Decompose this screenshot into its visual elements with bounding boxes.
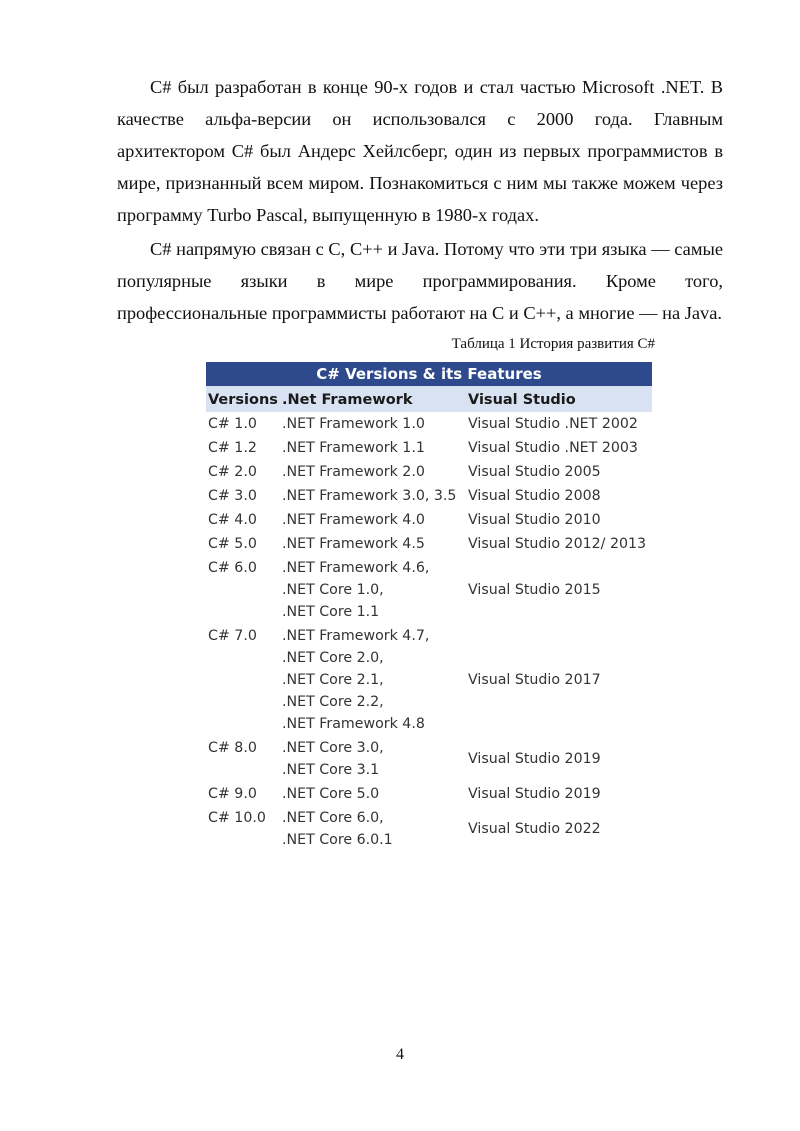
table-row [206,436,652,460]
framework-line: .NET Core 2.2, [282,694,384,710]
cell-visual-studio: Visual Studio 2012/ 2013 [468,536,647,552]
cell-framework [280,533,466,555]
cell-framework [280,461,466,483]
cell-visual-studio: Visual Studio 2019 [468,751,601,767]
table-row [206,508,652,532]
cell-visual-studio: Visual Studio 2015 [468,582,601,598]
cell-visual-studio: Visual Studio 2022 [468,821,601,837]
table-body [206,412,652,852]
framework-line: .NET Framework 1.0 [282,416,425,432]
cell-version: C# 1.2 [208,440,257,456]
framework-line: .NET Framework 4.7, [282,628,430,644]
cell-version: C# 8.0 [208,740,257,756]
cell-framework [280,625,466,735]
framework-line: .NET Core 3.1 [282,762,380,778]
cell-version: C# 6.0 [208,560,257,576]
table-row [206,484,652,508]
framework-line: .NET Core 2.1, [282,672,384,688]
table-header-row [206,388,652,412]
cell-version: C# 9.0 [208,786,257,802]
cell-visual-studio: Visual Studio .NET 2002 [468,416,638,432]
paragraph-line: C# был разработан в конце 90-х годов и стал частью Microsoft .NET. В [150,77,723,97]
framework-line: .NET Framework 1.1 [282,440,425,456]
page-number: 4 [396,1046,404,1063]
cell-framework [280,485,466,507]
paragraph-line: мире, признанный всем миром. Познакомиться с ним мы также можем через [117,173,723,193]
framework-line: .NET Framework 4.6, [282,560,430,576]
framework-line: .NET Core 1.1 [282,604,380,620]
cell-visual-studio: Visual Studio 2008 [468,488,601,504]
table-row [206,624,652,736]
cell-visual-studio: Visual Studio 2017 [468,672,601,688]
framework-line: .NET Core 3.0, [282,740,384,756]
header-framework: .Net Framework [282,392,413,408]
cell-version: C# 1.0 [208,416,257,432]
paragraph-csharp-history [117,71,723,231]
cell-framework [280,413,466,435]
paragraph-line: архитектором C# был Андерс Хейлсберг, один из первых программистов в [117,141,723,161]
framework-line: .NET Framework 4.8 [282,716,425,732]
table-caption: Таблица 1 История развития C# [451,336,655,352]
cell-visual-studio: Visual Studio 2010 [468,512,601,528]
paragraph-csharp-relations [117,233,723,329]
cell-visual-studio: Visual Studio .NET 2003 [468,440,638,456]
table-row [206,556,652,624]
versions-table [206,362,652,852]
table-row [206,532,652,556]
cell-version: C# 7.0 [208,628,257,644]
framework-line: .NET Core 5.0 [282,786,380,802]
table-row [206,412,652,436]
cell-version: C# 2.0 [208,464,257,480]
framework-line: .NET Core 6.0.1 [282,832,393,848]
cell-framework [280,737,466,781]
paragraph-line: программу Turbo Pascal, выпущенную в 1980-х годах. [117,205,539,225]
cell-visual-studio: Visual Studio 2019 [468,786,601,802]
table-row [206,782,652,806]
cell-framework [280,509,466,531]
framework-line: .NET Framework 3.0, 3.5 [282,488,457,504]
framework-line: .NET Core 2.0, [282,650,384,666]
framework-line: .NET Framework 2.0 [282,464,425,480]
table-row [206,806,652,852]
framework-line: .NET Core 1.0, [282,582,384,598]
table-row [206,460,652,484]
framework-line: .NET Core 6.0, [282,810,384,826]
table-row [206,736,652,782]
cell-framework [280,437,466,459]
cell-version: C# 3.0 [208,488,257,504]
cell-framework [280,557,466,623]
paragraph-line: качестве альфа-версии он использовался с 2000 года. Главным [117,109,723,129]
paragraph-line: популярные языки в мире программирования. Кроме того, [117,271,723,291]
paragraph-line: C# напрямую связан с C, C++ и Java. Потому что эти три языка — самые [150,239,723,259]
cell-visual-studio: Visual Studio 2005 [468,464,601,480]
cell-framework [280,783,466,805]
header-versions: Versions [208,392,278,408]
table-title: C# Versions & its Features [206,362,652,388]
cell-framework [280,807,466,851]
header-visual-studio: Visual Studio [468,392,576,408]
cell-version: C# 10.0 [208,810,266,826]
paragraph-line: профессиональные программисты работают на C и C++, а многие — на Java. [117,303,723,323]
framework-line: .NET Framework 4.5 [282,536,425,552]
cell-version: C# 5.0 [208,536,257,552]
framework-line: .NET Framework 4.0 [282,512,425,528]
cell-version: C# 4.0 [208,512,257,528]
